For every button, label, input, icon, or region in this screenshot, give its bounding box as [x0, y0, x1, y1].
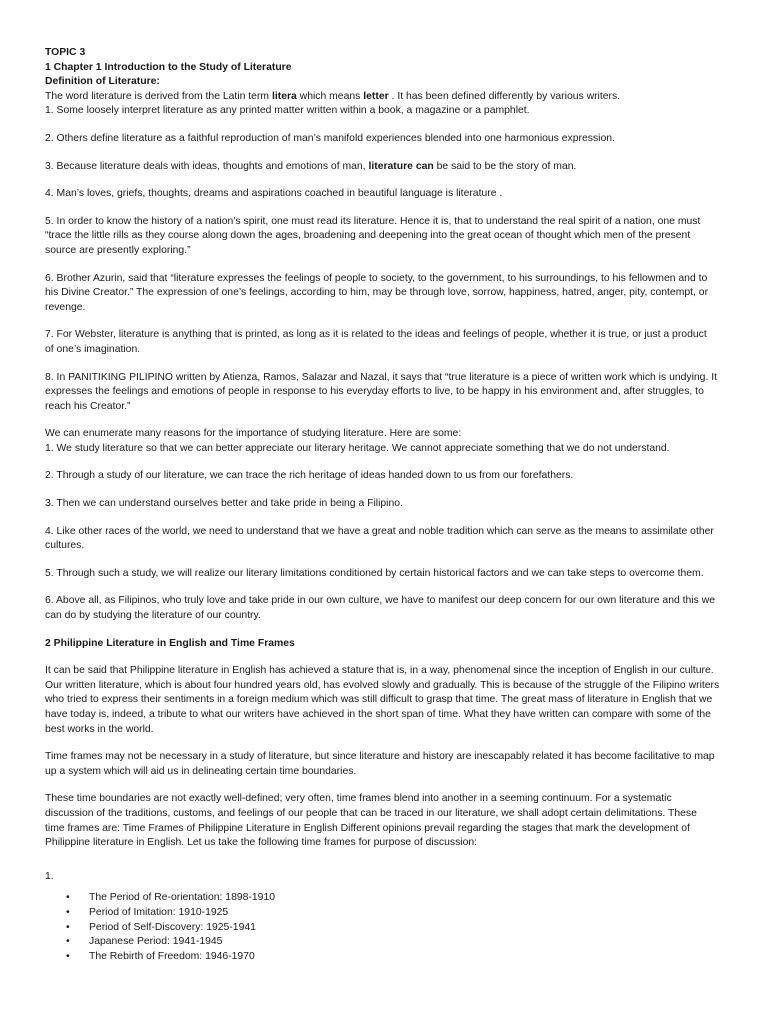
- list-item: • Japanese Period: 1941-1945: [45, 935, 735, 950]
- definition-3: 3. Because literature deals with ideas, thoughts and emotions of man, literature can be said to be the story of man.: [45, 160, 577, 172]
- definition-8: 8. In PANITIKING PILIPINO written by Atienza, Ramos, Salazar and Nazal, it says that “true literature is a piece of written work which is undying. It expresses the feelings and emotions of people in response to his everyday efforts to live, to be happy in his environment and, after struggles, to reach his Creator.”: [45, 371, 718, 412]
- list-item: • Period of Imitation: 1910-1925: [45, 906, 735, 921]
- section-2-paragraph-3: These time boundaries are not exactly well-defined; very often, time frames blend into another in a seeming continuum. For a systematic discussion of the traditions, customs, and feelings of our people that can be traced in our literature, we shall adopt certain delimitations. These time frames are: Time Frames of Philippine Literature in English Different opinions prevail regarding the stages that mark the development of Philippine literature in English. Let us take the following time frames for purpose of discussion:: [45, 793, 697, 849]
- document-body: [45, 46, 735, 964]
- section-2-paragraph-1: It can be said that Philippine literature in English has achieved a stature that is, in a way, phenomenal since the inception of English in our culture. Our written literature, which is about four hundred years old, has evolved slowly and gradually. This is because of the struggle of the Filipino writers who tried to express their sentiments in a foreign medium which was still difficult to grasp that time. The great mass of literature in English that we have today is, indeed, a tribute to what our writers have achieved in the short span of time. What they have written can compare with some of the best works in the world.: [45, 665, 720, 735]
- importance-6: 6. Above all, as Filipinos, who truly love and take pride in our own culture, we have to manifest our deep concern for our own literature and this we can do by studying the literature of our country.: [45, 595, 715, 622]
- bullet-icon: •: [66, 906, 70, 918]
- definition-1: 1. Some loosely interpret literature as any printed matter written within a book, a magazine or a pamphlet.: [45, 105, 530, 117]
- definition-5: 5. In order to know the history of a nation’s spirit, one must read its literature. Hence it is, that to understand the real spirit of a nation, one must “trace the little rills as they course along down the ages, broadening and deepening into the great ocean of thought which men of the present source are presently exploring.”: [45, 215, 701, 256]
- definition-2: 2. Others define literature as a faithful reproduction of man’s manifold experiences blended into one harmonious expression.: [45, 132, 615, 144]
- bullet-icon: •: [66, 950, 70, 962]
- bullet-icon: •: [66, 921, 70, 933]
- definition-7: 7. For Webster, literature is anything that is printed, as long as it is related to the ideas and feelings of people, whether it is true, or just a product of one’s imagination.: [45, 329, 707, 355]
- definition-4: 4. Man’s loves, griefs, thoughts, dreams and aspirations coached in beautiful language is literature .: [45, 188, 503, 200]
- importance-5: 5. Through such a study, we will realize our literary limitations conditioned by certain historical factors and we can take steps to overcome them.: [45, 567, 704, 579]
- topic-label: TOPIC 3: [45, 47, 86, 58]
- list-item: • The Period of Re-orientation: 1898-1910: [45, 891, 735, 906]
- chapter-title: 1 Chapter 1 Introduction to the Study of Literature: [45, 61, 292, 73]
- bullet-icon: •: [66, 892, 70, 904]
- list-item: • Period of Self-Discovery: 1925-1941: [45, 921, 735, 936]
- definition-heading: Definition of Literature:: [45, 76, 160, 88]
- importance-3: 3. Then we can understand ourselves better and take pride in being a Filipino.: [45, 498, 403, 510]
- time-frames-list: [45, 891, 735, 964]
- intro-line: The word literature is derived from the Latin term litera which means letter . It has been defined differently by various writers.: [45, 90, 621, 102]
- importance-4: 4. Like other races of the world, we need to understand that we have a great and noble tradition which can serve as the means to assimilate other cultures.: [45, 525, 714, 552]
- importance-intro: We can enumerate many reasons for the importance of studying literature. Here are some:: [45, 428, 462, 440]
- importance-1: 1. We study literature so that we can better appreciate our literary heritage. We cannot appreciate something that we do not understand.: [45, 442, 670, 454]
- bullet-icon: •: [66, 936, 70, 948]
- list-number: 1.: [45, 870, 54, 882]
- list-item: • The Rebirth of Freedom: 1946-1970: [45, 950, 735, 965]
- definition-6: 6. Brother Azurin, said that “literature expresses the feelings of people to society, to the government, to his surroundings, to his fellowmen and to his Divine Creator.” The expression of one’s feelings, according to him, may be through love, sorrow, happiness, hatred, anger, pity, contempt, or revenge.: [45, 272, 709, 313]
- section-2-paragraph-2: Time frames may not be necessary in a study of literature, but since literature and history are inescapably related it has become facilitative to map up a system which will aid us in delineating certain time boundaries.: [45, 751, 715, 777]
- section-2-heading: 2 Philippine Literature in English and Time Frames: [45, 637, 295, 649]
- importance-2: 2. Through a study of our literature, we can trace the rich heritage of ideas handed down to us from our forefathers.: [45, 470, 574, 482]
